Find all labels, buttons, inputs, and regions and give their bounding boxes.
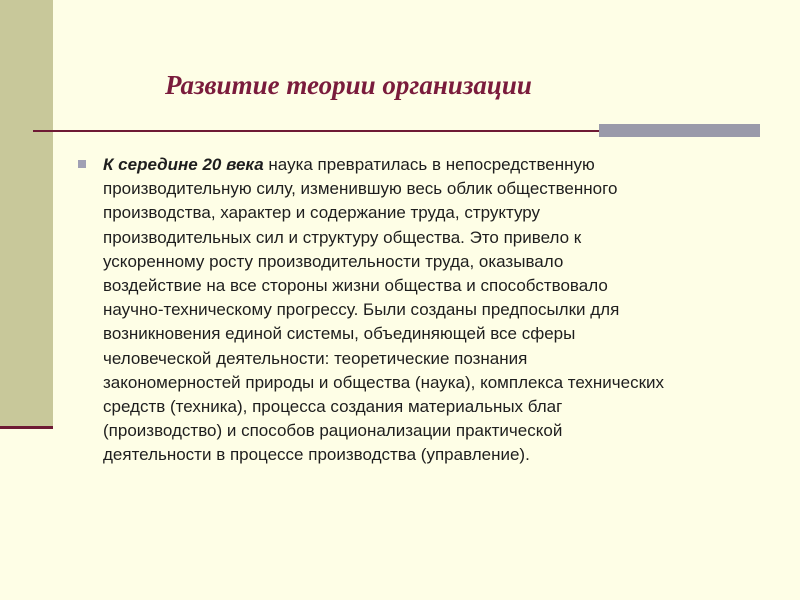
title-divider-block	[599, 124, 760, 137]
bullet-square-icon	[78, 160, 86, 168]
bullet-lead-text: К середине 20 века	[103, 155, 264, 174]
bullet-paragraph	[103, 153, 773, 468]
decorative-sidebar	[0, 0, 53, 426]
slide-content	[78, 153, 778, 468]
bullet-body-text: наука превратилась в непосредственную производительную силу, изменившую весь облик общественного производства, характер и содержание труда, структуру производительных сил и структуру общества. Это привело к ускоренному росту производительности труда, оказывало воздействие на все стороны жизни общества и способствовало научно-техническому прогрессу. Были созданы предпосылки для возникновения единой системы, объединяющей все сферы человеческой деятельности: теоретические познания закономерностей природы и общества (наука), комплекса технических средств (техника), процесса создания материальных благ (производство) и способов рационализации практической деятельности в процессе производства (управление).	[103, 155, 665, 465]
slide-title: Развитие теории организации	[165, 70, 532, 100]
sidebar-underline	[0, 426, 53, 429]
